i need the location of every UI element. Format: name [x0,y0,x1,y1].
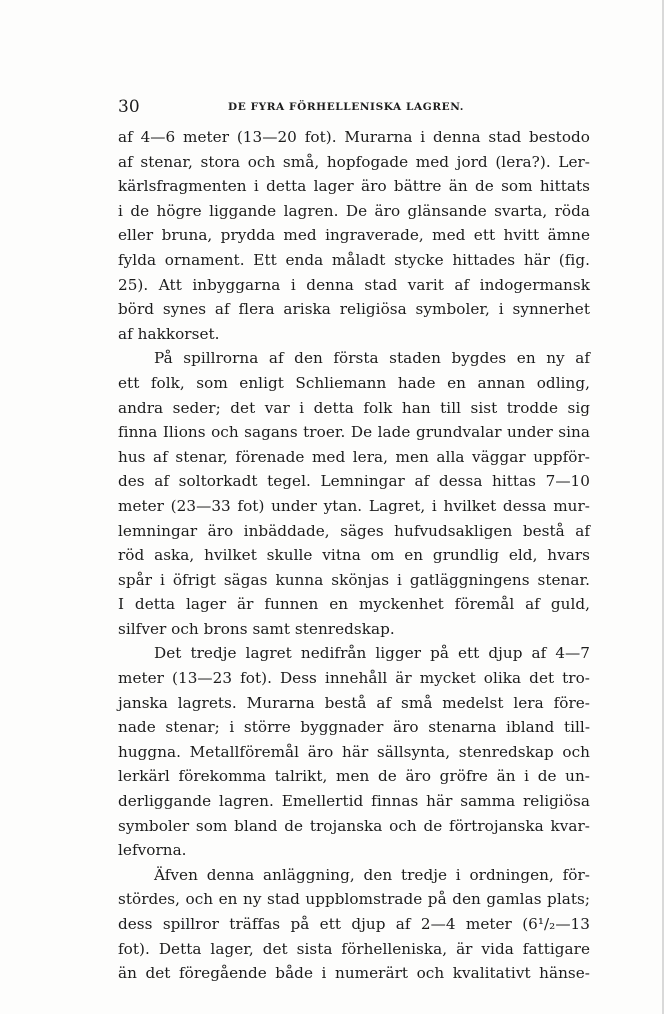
text-line: derliggande lagren. Emellertid finnas här samma religiösa [118,792,590,811]
text-line: 25). Att inbyggarna i denna stad varit af indogermansk [118,275,590,294]
text-line: spår i öfrigt sägas kunna skönjas i gatläggningens stenar. [118,570,590,589]
body-text [118,125,590,986]
text-line: huggna. Metallföremål äro här sällsynta, stenredskap och [118,742,590,761]
running-title: DE FYRA FÖRHELLENISKA LAGREN. [228,101,465,113]
text-line: i de högre liggande lagren. De äro glänsande svarta, röda [118,201,590,220]
text-line: symboler som bland de trojanska och de förtrojanska kvar- [118,816,590,835]
text-line: meter (23—33 fot) under ytan. Lagret, i hvilket dessa mur- [118,496,590,515]
text-line: af stenar, stora och små, hopfogade med jord (lera?). Ler- [118,152,590,171]
text-line: eller bruna, prydda med ingraverade, med ett hvitt ämne [118,226,590,245]
paragraph-start-line: Det tredje lagret nedifrån ligger på ett djup af 4—7 [154,644,590,663]
text-line: ett folk, som enligt Schliemann hade en annan odling, [118,373,590,392]
text-line: silfver och brons samt stenredskap. [118,619,395,638]
text-line: än det föregående både i numerärt och kvalitativt hänse- [118,964,590,983]
page-number: 30 [118,97,140,117]
text-line: finna Ilions och sagans troer. De lade grundvalar under sina [118,423,590,442]
text-line: börd synes af flera ariska religiösa symboler, i synnerhet [118,300,590,319]
text-line: stördes, och en ny stad uppblomstrade på den gamlas plats; [118,890,590,909]
text-line: I detta lager är funnen en myckenhet föremål af guld, [118,595,590,614]
text-line: janska lagrets. Murarna bestå af små medelst lera före- [118,693,590,712]
text-line: fylda ornament. Ett enda måladt stycke hittades här (fig. [118,250,590,269]
paragraph-start-line: Äfven denna anläggning, den tredje i ordningen, för- [154,865,590,884]
text-line: kärlsfragmenten i detta lager äro bättre än de som hittats [118,177,590,196]
text-line: fot). Detta lager, det sista förhelleniska, är vida fattigare [118,939,590,958]
text-line: des af soltorkadt tegel. Lemningar af dessa hittas 7—10 [118,472,590,491]
text-line: hus af stenar, förenade med lera, men alla väggar uppför- [118,447,590,466]
text-line: andra seder; det var i detta folk han till sist trodde sig [118,398,590,417]
text-line: af hakkorset. [118,324,220,343]
paragraph-start-line: På spillrorna af den första staden bygdes en ny af [154,349,590,368]
text-line: meter (13—23 fot). Dess innehåll är mycket olika det tro- [118,669,590,688]
text-line: nade stenar; i större byggnader äro stenarna ibland till- [118,718,590,737]
text-line: lerkärl förekomma talrikt, men de äro gröfre än i de un- [118,767,590,786]
page-header [118,96,594,118]
text-line: röd aska, hvilket skulle vitna om en grundlig eld, hvars [118,546,590,565]
text-line: lefvorna. [118,841,187,860]
text-line: dess spillror träffas på ett djup af 2—4 meter (6¹/₂—13 [118,915,590,933]
text-line: lemningar äro inbäddade, säges hufvudsakligen bestå af [118,521,590,540]
text-line: af 4—6 meter (13—20 fot). Murarna i denna stad bestodo [118,128,590,146]
